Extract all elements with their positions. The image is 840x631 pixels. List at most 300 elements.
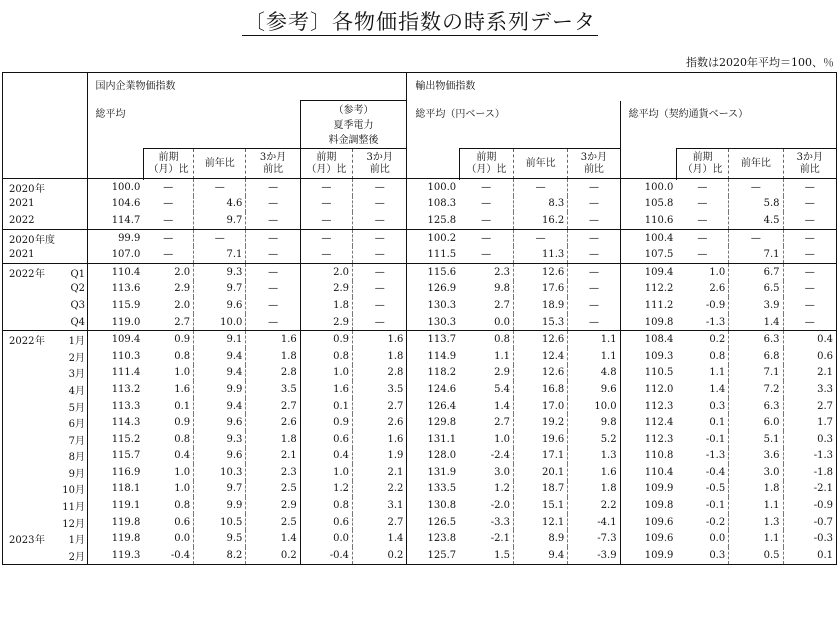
export-yen-index-cell: 123.8 <box>427 533 457 545</box>
export-contract-index-cell: 111.2 <box>644 299 674 311</box>
export-yen-index-cell: 131.9 <box>427 466 457 478</box>
export-contract-3m-cell: — <box>783 212 836 229</box>
row-label-year: 2022 <box>9 336 35 348</box>
ref-qoq-cell: 1.8 <box>300 297 352 314</box>
domestic-yoy-cell: 9.7 <box>194 281 246 298</box>
export-contract-3m-cell: — <box>783 196 836 213</box>
export-yen-yoy-cell: 8.3 <box>513 196 567 213</box>
export-yen-yoy-cell: 15.3 <box>513 314 567 331</box>
row-label-year: 2023 <box>9 535 35 547</box>
export-yen-3m-header: 3か月 前比 <box>568 149 620 179</box>
ref-3m-cell: 3.5 <box>353 381 407 398</box>
row-label-period: 2月 <box>68 352 85 364</box>
row-label-unit: 年 <box>35 336 45 348</box>
ref-3m-cell: — <box>353 263 407 280</box>
export-yen-yoy-cell: 17.1 <box>513 448 567 465</box>
export-contract-qoq-cell: -0.9 <box>676 297 728 314</box>
export-yen-index-cell: 128.0 <box>427 450 457 462</box>
export-contract-3m-cell: -0.9 <box>783 497 836 514</box>
export-contract-qoq-cell: 2.6 <box>676 281 728 298</box>
export-yen-qoq-cell: 1.4 <box>459 398 513 415</box>
ref-summer-header <box>300 101 407 149</box>
ref-qoq-header: 前期 （月）比 <box>300 149 352 179</box>
table-body <box>3 179 837 565</box>
export-yen-qoq-cell: 1.2 <box>459 481 513 498</box>
row-label <box>3 179 88 196</box>
export-yen-index-cell: 100.2 <box>407 229 459 246</box>
ref-3m-cell: 3.1 <box>353 497 407 514</box>
export-yen-3m-cell: — <box>568 179 620 196</box>
export-contract-3m-cell: -2.1 <box>783 481 836 498</box>
domestic-3m-cell: 2.9 <box>246 497 300 514</box>
ref-qoq-cell: 1.0 <box>300 365 352 382</box>
domestic-index-cell: 119.8 <box>111 533 141 545</box>
export-yen-3m-cell: 2.2 <box>568 497 620 514</box>
domestic-index-cell: 107.0 <box>111 249 141 261</box>
export-yen-index-cell: 133.5 <box>427 483 457 495</box>
export-yen-index-col <box>407 149 459 179</box>
export-yen-yoy-cell: — <box>513 229 567 246</box>
export-yen-index-cell: 124.6 <box>427 383 457 395</box>
export-yen-qoq-cell: 2.9 <box>459 365 513 382</box>
domestic-3m-cell: — <box>246 314 300 331</box>
row-label-period: Q4 <box>70 316 85 328</box>
domestic-yoy-cell: 10.3 <box>194 464 246 481</box>
domestic-qoq-cell: — <box>143 196 193 213</box>
export-yen-index-cell: 130.3 <box>427 316 457 328</box>
export-yen-qoq-cell: 2.3 <box>459 263 513 280</box>
row-label-year: 2020 <box>9 234 35 246</box>
ref-3m-cell: 2.7 <box>353 514 407 531</box>
page-title <box>0 6 840 36</box>
domestic-3m-cell: 2.3 <box>246 464 300 481</box>
ref-qoq-cell: 0.8 <box>300 348 352 365</box>
table-row <box>3 263 837 280</box>
ref-qoq-cell: — <box>300 212 352 229</box>
export-yen-index-cell: 130.8 <box>427 500 457 512</box>
export-contract-3m-cell: 1.7 <box>783 414 836 431</box>
row-label <box>3 530 88 547</box>
ref-3m-cell: 1.6 <box>353 431 407 448</box>
ref-3m-header: 3か月 前比 <box>353 149 407 179</box>
domestic-index-cell: 113.2 <box>111 383 141 395</box>
export-contract-3m-cell: 0.4 <box>783 331 836 348</box>
row-label <box>3 212 88 229</box>
export-contract-3m-header: 3か月 前比 <box>783 149 836 179</box>
export-contract-index-cell: 105.8 <box>644 198 674 210</box>
export-yen-qoq-cell: 1.1 <box>459 348 513 365</box>
export-yen-qoq-cell: 0.8 <box>459 331 513 348</box>
export-yen-index-cell: 131.1 <box>427 433 457 445</box>
export-contract-qoq-cell: -0.4 <box>676 464 728 481</box>
table-row <box>3 196 837 213</box>
domestic-index-cell: 115.2 <box>111 433 141 445</box>
export-contract-qoq-cell: — <box>676 196 728 213</box>
domestic-qoq-cell: -0.4 <box>143 547 193 564</box>
table-row <box>3 212 837 229</box>
row-label <box>3 246 88 263</box>
ref-qoq-cell: 0.6 <box>300 514 352 531</box>
export-contract-3m-cell: 0.1 <box>783 547 836 564</box>
table-row <box>3 348 837 365</box>
domestic-yoy-cell: 9.4 <box>194 348 246 365</box>
export-contract-yoy-cell: 3.0 <box>729 464 783 481</box>
export-contract-yoy-cell: 1.4 <box>729 314 783 331</box>
export-contract-qoq-cell: 0.3 <box>676 547 728 564</box>
table-row <box>3 497 837 514</box>
ref-qoq-cell: -0.4 <box>300 547 352 564</box>
export-yen-qoq-cell: 1.0 <box>459 431 513 448</box>
domestic-index-cell: 115.9 <box>111 299 141 311</box>
domestic-index-cell: 99.9 <box>87 229 143 246</box>
export-yen-3m-cell: 10.0 <box>568 398 620 415</box>
domestic-index-cell: 110.4 <box>87 263 143 280</box>
domestic-3m-cell: — <box>246 263 300 280</box>
ref-3m-cell: — <box>353 196 407 213</box>
export-contract-index-col <box>620 149 676 179</box>
export-yen-qoq-cell: -2.1 <box>459 530 513 547</box>
domestic-qoq-cell: — <box>143 246 193 263</box>
export-yen-qoq-cell: — <box>459 179 513 196</box>
export-yen-index-cell: 125.7 <box>407 547 459 564</box>
export-yen-yoy-cell: 12.6 <box>513 331 567 348</box>
row-label <box>3 229 88 246</box>
ref-3m-cell: 2.2 <box>353 481 407 498</box>
domestic-3m-cell: 2.7 <box>246 398 300 415</box>
domestic-index-cell: 114.3 <box>111 417 141 429</box>
export-contract-index-cell: 109.3 <box>644 350 674 362</box>
domestic-3m-cell: — <box>246 229 300 246</box>
export-yen-yoy-cell: 16.8 <box>513 381 567 398</box>
export-yen-yoy-cell: 18.9 <box>513 297 567 314</box>
table-row <box>3 530 837 547</box>
price-index-table <box>2 72 837 565</box>
export-yen-yoy-cell: 9.4 <box>513 547 567 564</box>
export-yen-index-cell: 130.3 <box>427 299 457 311</box>
export-yen-3m-cell: 5.2 <box>568 431 620 448</box>
domestic-yoy-cell: 9.7 <box>194 212 246 229</box>
domestic-3m-cell: — <box>246 281 300 298</box>
row-label <box>3 481 88 498</box>
domestic-yoy-cell: 9.6 <box>194 414 246 431</box>
domestic-yoy-cell: 9.6 <box>194 297 246 314</box>
export-yen-3m-cell: — <box>568 196 620 213</box>
export-yen-index-cell: 100.0 <box>407 179 459 196</box>
export-contract-index-cell: 109.6 <box>644 533 674 545</box>
domestic-3m-cell: — <box>246 246 300 263</box>
domestic-qoq-cell: 2.9 <box>143 281 193 298</box>
domestic-index-cell: 119.0 <box>111 316 141 328</box>
ref-qoq-cell: 2.9 <box>300 314 352 331</box>
export-yen-qoq-cell: 9.8 <box>459 281 513 298</box>
export-contract-yoy-cell: 0.5 <box>729 547 783 564</box>
export-contract-yoy-cell: 7.1 <box>729 365 783 382</box>
ref-3m-cell: 2.7 <box>353 398 407 415</box>
domestic-qoq-cell: 2.0 <box>143 297 193 314</box>
export-yen-qoq-cell: 1.5 <box>459 547 513 564</box>
export-contract-3m-cell: — <box>783 229 836 246</box>
domestic-qoq-cell: 0.6 <box>143 514 193 531</box>
export-contract-index-cell: 109.8 <box>644 500 674 512</box>
row-label-period: 9月 <box>68 468 85 480</box>
export-contract-3m-cell: 2.7 <box>783 398 836 415</box>
export-contract-3m-cell: — <box>783 281 836 298</box>
export-contract-qoq-cell: -1.3 <box>676 448 728 465</box>
ref-qoq-cell: 0.1 <box>300 398 352 415</box>
domestic-qoq-cell: 1.0 <box>143 464 193 481</box>
export-yen-yoy-cell: 12.6 <box>513 365 567 382</box>
domestic-yoy-cell: 9.5 <box>194 530 246 547</box>
export-yen-3m-cell: 1.8 <box>568 481 620 498</box>
row-label-period: 3月 <box>68 369 85 381</box>
export-contract-yoy-cell: 1.3 <box>729 514 783 531</box>
export-yen-yoy-cell: 18.7 <box>513 481 567 498</box>
table-row <box>3 398 837 415</box>
export-contract-index-cell: 112.0 <box>644 383 674 395</box>
row-label-year: 2021 <box>9 249 35 261</box>
row-label-year: 2020 <box>9 183 35 195</box>
domestic-qoq-cell: — <box>143 229 193 246</box>
ref-3m-cell: — <box>353 229 407 246</box>
export-contract-3m-cell: -0.7 <box>783 514 836 531</box>
row-label-period: 1月 <box>68 535 85 547</box>
export-contract-3m-cell: -1.8 <box>783 464 836 481</box>
export-contract-yoy-header: 前年比 <box>729 149 783 179</box>
export-contract-yoy-cell: 1.1 <box>729 497 783 514</box>
export-contract-3m-cell: — <box>783 314 836 331</box>
table-row <box>3 464 837 481</box>
domestic-header: 国内企業物価指数 <box>87 73 407 101</box>
export-contract-index-cell: 100.4 <box>620 229 676 246</box>
export-contract-qoq-cell: -1.3 <box>676 314 728 331</box>
export-yen-index-cell: 126.9 <box>427 283 457 295</box>
domestic-yoy-cell: 10.5 <box>194 514 246 531</box>
ref-qoq-cell: — <box>300 196 352 213</box>
domestic-index-cell: 110.3 <box>111 350 141 362</box>
export-yen-qoq-cell: — <box>459 196 513 213</box>
ref-qoq-cell: 0.0 <box>300 530 352 547</box>
row-label <box>3 431 88 448</box>
export-yen-3m-cell: 1.1 <box>568 348 620 365</box>
ref-qoq-cell: 2.0 <box>300 263 352 280</box>
domestic-index-cell: 119.1 <box>111 500 141 512</box>
export-contract-3m-cell: 0.3 <box>783 431 836 448</box>
domestic-index-cell: 118.1 <box>111 483 141 495</box>
domestic-index-cell: 113.3 <box>111 400 141 412</box>
row-label-period: 10月 <box>62 485 85 497</box>
row-label-unit: 年度 <box>35 234 55 246</box>
table-row <box>3 229 837 246</box>
table-header <box>3 73 837 179</box>
ref-3m-cell: 0.2 <box>353 547 407 564</box>
export-yen-3m-cell: — <box>568 212 620 229</box>
export-contract-index-cell: 110.5 <box>644 367 674 379</box>
domestic-qoq-cell: 2.7 <box>143 314 193 331</box>
row-label <box>3 464 88 481</box>
table-row <box>3 481 837 498</box>
row-label-unit: 年 <box>35 183 45 195</box>
domestic-3m-cell: 2.5 <box>246 514 300 531</box>
domestic-yoy-cell: 9.1 <box>194 331 246 348</box>
row-label-period: 2月 <box>68 551 85 563</box>
export-contract-qoq-cell: -0.2 <box>676 514 728 531</box>
export-yen-yoy-cell: 20.1 <box>513 464 567 481</box>
table-row <box>3 431 837 448</box>
export-contract-qoq-cell: 1.1 <box>676 365 728 382</box>
row-label <box>3 281 88 298</box>
ref-line2: 料金調整後 <box>328 135 379 146</box>
export-yen-3m-cell: 1.6 <box>568 464 620 481</box>
export-contract-yoy-cell: 7.1 <box>729 246 783 263</box>
export-contract-index-cell: 109.8 <box>644 316 674 328</box>
domestic-qoq-cell: 0.4 <box>143 448 193 465</box>
domestic-yoy-cell: 9.3 <box>194 431 246 448</box>
domestic-yoy-cell: 9.3 <box>194 263 246 280</box>
export-contract-index-cell: 109.9 <box>620 547 676 564</box>
export-contract-3m-cell: 0.6 <box>783 348 836 365</box>
export-contract-index-cell: 100.0 <box>620 179 676 196</box>
domestic-index-cell: 113.6 <box>111 283 141 295</box>
export-yen-index-cell: 125.8 <box>427 214 457 226</box>
ref-3m-cell: — <box>353 246 407 263</box>
export-contract-3m-cell: — <box>783 263 836 280</box>
export-contract-yoy-cell: 5.8 <box>729 196 783 213</box>
export-yen-qoq-cell: 3.0 <box>459 464 513 481</box>
domestic-3m-cell: 2.1 <box>246 448 300 465</box>
row-label-period: 8月 <box>68 452 85 464</box>
domestic-index-col <box>87 149 143 179</box>
domestic-index-cell: 119.8 <box>111 516 141 528</box>
export-yen-index-cell: 111.5 <box>427 249 457 261</box>
export-contract-3m-cell: 2.1 <box>783 365 836 382</box>
domestic-3m-cell: 1.4 <box>246 530 300 547</box>
domestic-qoq-cell: 0.1 <box>143 398 193 415</box>
row-label <box>3 196 88 213</box>
row-label-period: Q2 <box>70 283 85 295</box>
export-contract-index-cell: 107.5 <box>644 249 674 261</box>
row-label-year: 2022 <box>9 214 35 226</box>
domestic-3m-cell: 2.8 <box>246 365 300 382</box>
domestic-3m-cell: 2.5 <box>246 481 300 498</box>
export-yen-qoq-cell: — <box>459 246 513 263</box>
table-row <box>3 365 837 382</box>
domestic-qoq-cell: 1.0 <box>143 481 193 498</box>
row-label <box>3 297 88 314</box>
domestic-index-cell: 100.0 <box>87 179 143 196</box>
domestic-qoq-cell: 0.8 <box>143 431 193 448</box>
row-label-header <box>3 73 88 179</box>
export-yen-3m-cell: — <box>568 281 620 298</box>
export-yen-3m-cell: — <box>568 229 620 246</box>
export-contract-qoq-cell: — <box>676 246 728 263</box>
export-yen-qoq-cell: 0.0 <box>459 314 513 331</box>
unit-note: 指数は2020年平均＝100、％ <box>686 56 834 69</box>
table-row <box>3 246 837 263</box>
export-contract-qoq-cell: -0.5 <box>676 481 728 498</box>
export-yen-yoy-cell: — <box>513 179 567 196</box>
export-contract-3m-cell: — <box>783 179 836 196</box>
domestic-qoq-cell: — <box>143 212 193 229</box>
domestic-3m-cell: — <box>246 212 300 229</box>
row-label-unit: 年 <box>35 535 45 547</box>
domestic-yoy-cell: — <box>194 229 246 246</box>
export-yen-3m-cell: — <box>568 246 620 263</box>
export-contract-yoy-cell: 5.1 <box>729 431 783 448</box>
domestic-yoy-cell: 9.4 <box>194 398 246 415</box>
export-yen-3m-cell: — <box>568 314 620 331</box>
ref-3m-cell: — <box>353 281 407 298</box>
export-yen-index-cell: 126.5 <box>427 516 457 528</box>
export-yen-yoy-cell: 16.2 <box>513 212 567 229</box>
export-contract-index-cell: 110.6 <box>644 214 674 226</box>
export-contract-index-cell: 109.9 <box>644 483 674 495</box>
row-label <box>3 331 88 348</box>
domestic-yoy-cell: 9.7 <box>194 481 246 498</box>
domestic-yoy-cell: 9.4 <box>194 365 246 382</box>
row-label-period: Q1 <box>70 268 85 280</box>
domestic-qoq-cell: 0.8 <box>143 497 193 514</box>
export-yen-qoq-cell: 2.7 <box>459 414 513 431</box>
ref-qoq-cell: 2.9 <box>300 281 352 298</box>
domestic-index-cell: 119.3 <box>87 547 143 564</box>
export-contract-index-cell: 112.3 <box>644 433 674 445</box>
export-yen-yoy-header: 前年比 <box>513 149 567 179</box>
row-label <box>3 348 88 365</box>
row-label-period: 5月 <box>68 402 85 414</box>
ref-qoq-cell: 1.2 <box>300 481 352 498</box>
export-contract-qoq-cell: — <box>676 179 728 196</box>
ref-qoq-cell: 0.6 <box>300 431 352 448</box>
export-yen-qoq-cell: — <box>459 212 513 229</box>
domestic-yoy-cell: 8.2 <box>194 547 246 564</box>
export-yen-index-cell: 118.2 <box>427 367 457 379</box>
export-yen-3m-cell: 1.1 <box>568 331 620 348</box>
export-contract-qoq-cell: -0.1 <box>676 497 728 514</box>
ref-qoq-cell: 0.9 <box>300 414 352 431</box>
export-contract-3m-cell: -1.3 <box>783 448 836 465</box>
domestic-index-cell: 111.4 <box>111 367 141 379</box>
ref-qoq-cell: 0.9 <box>300 331 352 348</box>
row-label-period: 11月 <box>62 502 85 514</box>
ref-qoq-cell: 0.8 <box>300 497 352 514</box>
domestic-qoq-cell: 0.0 <box>143 530 193 547</box>
export-yen-qoq-cell: -2.4 <box>459 448 513 465</box>
export-contract-index-cell: 110.4 <box>644 466 674 478</box>
export-yen-index-cell: 108.3 <box>427 198 457 210</box>
ref-3m-cell: 1.4 <box>353 530 407 547</box>
export-contract-3m-cell: — <box>783 246 836 263</box>
export-contract-yoy-cell: — <box>729 179 783 196</box>
ref-3m-cell: 1.6 <box>353 331 407 348</box>
domestic-3m-cell: — <box>246 297 300 314</box>
ref-3m-cell: — <box>353 179 407 196</box>
export-yen-yoy-cell: 17.6 <box>513 281 567 298</box>
ref-3m-cell: 2.6 <box>353 414 407 431</box>
export-contract-yoy-cell: 6.5 <box>729 281 783 298</box>
export-contract-yoy-cell: 4.5 <box>729 212 783 229</box>
ref-qoq-cell: — <box>300 229 352 246</box>
domestic-qoq-cell: 0.8 <box>143 348 193 365</box>
export-contract-qoq-header: 前期 （月）比 <box>676 149 728 179</box>
row-label-period: 7月 <box>68 435 85 447</box>
domestic-3m-cell: 1.8 <box>246 431 300 448</box>
export-contract-qoq-cell: 0.1 <box>676 414 728 431</box>
export-contract-yoy-cell: 6.0 <box>729 414 783 431</box>
export-contract-yoy-cell: 6.3 <box>729 398 783 415</box>
export-yen-qoq-cell: -3.3 <box>459 514 513 531</box>
export-yen-3m-cell: 9.6 <box>568 381 620 398</box>
export-contract-index-cell: 110.8 <box>644 450 674 462</box>
